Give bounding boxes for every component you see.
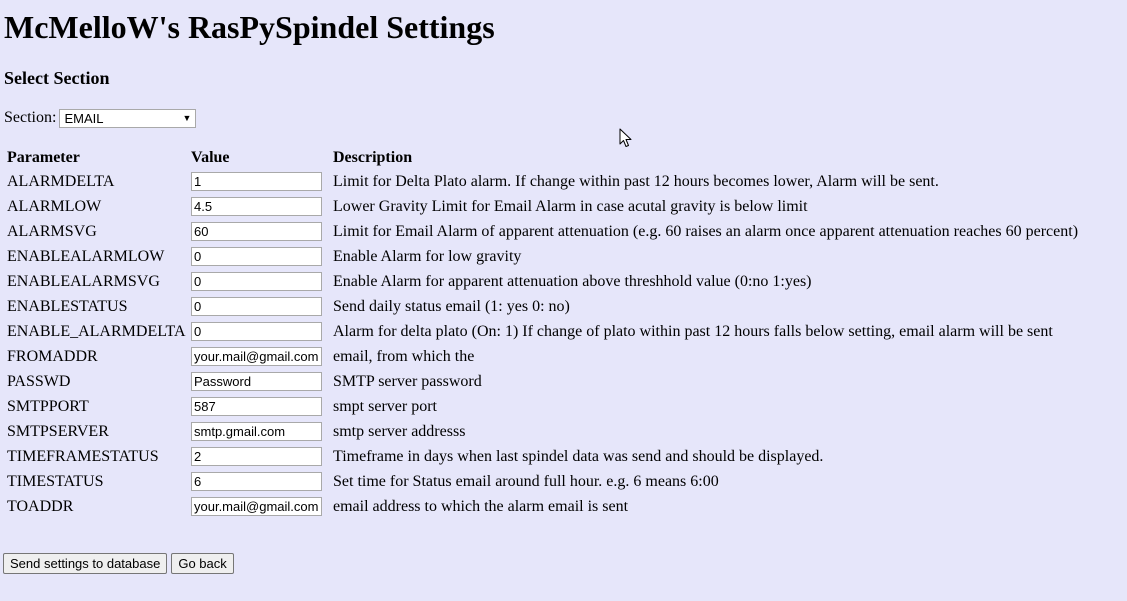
parameter-name: FROMADDR (7, 348, 98, 365)
parameter-description: email, from which the (333, 348, 475, 365)
parameter-value-cell (190, 495, 330, 518)
parameter-value-input[interactable]: 0 (191, 247, 322, 266)
parameter-value-input[interactable]: 4.5 (191, 197, 322, 216)
table-row (6, 445, 1079, 468)
parameter-description: Timeframe in days when last spindel data was send and should be displayed. (333, 448, 824, 465)
parameter-name: ENABLEALARMLOW (7, 248, 165, 265)
parameter-value-input[interactable]: 60 (191, 222, 322, 241)
parameter-description: Set time for Status email around full hour. e.g. 6 means 6:00 (333, 473, 719, 490)
table-row (6, 320, 1079, 343)
parameter-description: Enable Alarm for apparent attenuation above threshhold value (0:no 1:yes) (333, 273, 812, 290)
parameter-value-input[interactable]: 2 (191, 447, 322, 466)
column-header-description: Description (333, 149, 413, 166)
parameter-value-cell (190, 295, 330, 318)
parameter-value-input[interactable]: your.mail@gmail.com (191, 347, 322, 366)
parameter-description: Enable Alarm for low gravity (333, 248, 522, 265)
table-row (6, 295, 1079, 318)
parameter-value-input[interactable]: 0 (191, 322, 322, 341)
parameter-description: Limit for Delta Plato alarm. If change within past 12 hours becomes lower, Alarm will be sent. (333, 173, 939, 190)
parameter-description: Lower Gravity Limit for Email Alarm in case acutal gravity is below limit (333, 198, 808, 215)
parameter-value-input[interactable]: 1 (191, 172, 322, 191)
parameter-description: smpt server port (333, 398, 437, 415)
parameter-name: ENABLEALARMSVG (7, 273, 160, 290)
parameter-value-input[interactable]: smtp.gmail.com (191, 422, 322, 441)
parameter-name: ALARMLOW (7, 198, 102, 215)
table-row (6, 195, 1079, 218)
parameter-value-input[interactable]: Password (191, 372, 322, 391)
parameter-value-cell (190, 420, 330, 443)
table-row (6, 245, 1079, 268)
parameter-value-cell (190, 445, 330, 468)
section-selector-row (4, 108, 196, 128)
parameter-value-input[interactable]: 6 (191, 472, 322, 491)
table-row (6, 395, 1079, 418)
parameter-name: ALARMSVG (7, 223, 97, 240)
column-header-value: Value (191, 149, 230, 166)
section-select[interactable] (59, 109, 196, 128)
parameter-value-cell (190, 320, 330, 343)
parameter-value-cell (190, 270, 330, 293)
table-row (6, 170, 1079, 193)
table-row (6, 270, 1079, 293)
parameter-value-cell (190, 170, 330, 193)
parameter-value-cell (190, 470, 330, 493)
parameter-value-cell (190, 370, 330, 393)
parameters-table (4, 145, 1081, 520)
parameter-description: email address to which the alarm email is sent (333, 498, 629, 515)
parameter-description: Limit for Email Alarm of apparent attenuation (e.g. 60 raises an alarm once apparent attenuation reaches 60 percent) (333, 223, 1079, 240)
parameter-value-input[interactable]: your.mail@gmail.com (191, 497, 322, 516)
parameter-name: TOADDR (7, 498, 74, 515)
parameter-name: SMTPSERVER (7, 423, 109, 440)
section-label: Section: (4, 109, 57, 126)
parameter-name: ALARMDELTA (7, 173, 115, 190)
section-heading: Select Section (4, 68, 110, 88)
table-row (6, 495, 1079, 518)
parameter-value-cell (190, 195, 330, 218)
parameter-name: ENABLE_ALARMDELTA (7, 323, 186, 340)
table-row (6, 345, 1079, 368)
parameter-value-input[interactable]: 0 (191, 297, 322, 316)
parameter-description: Alarm for delta plato (On: 1) If change of plato within past 12 hours falls below setting, email alarm will be sent (333, 323, 1053, 340)
parameter-value-cell (190, 345, 330, 368)
chevron-down-icon: ▼ (182, 112, 192, 123)
table-row (6, 420, 1079, 443)
parameter-value-cell (190, 220, 330, 243)
go-back-button[interactable]: Go back (171, 553, 233, 574)
parameter-value-input[interactable]: 0 (191, 272, 322, 291)
column-header-parameter: Parameter (7, 149, 80, 166)
action-buttons (3, 553, 234, 574)
parameter-name: TIMEFRAMESTATUS (7, 448, 159, 465)
parameter-name: PASSWD (7, 373, 71, 390)
table-row (6, 470, 1079, 493)
table-header-row (6, 147, 1079, 168)
parameters-table-body (6, 170, 1079, 518)
parameter-description: SMTP server password (333, 373, 482, 390)
parameter-name: SMTPPORT (7, 398, 89, 415)
parameter-description: smtp server addresss (333, 423, 466, 440)
parameter-value-cell (190, 245, 330, 268)
parameter-value-cell (190, 395, 330, 418)
parameter-description: Send daily status email (1: yes 0: no) (333, 298, 570, 315)
page-title: McMelloW's RasPySpindel Settings (4, 9, 495, 45)
parameter-name: ENABLESTATUS (7, 298, 128, 315)
table-row (6, 370, 1079, 393)
table-row (6, 220, 1079, 243)
section-select-value: EMAIL (64, 110, 104, 126)
send-settings-button[interactable]: Send settings to database (3, 553, 167, 574)
parameter-value-input[interactable]: 587 (191, 397, 322, 416)
parameter-name: TIMESTATUS (7, 473, 104, 490)
mouse-pointer-icon (619, 128, 633, 148)
